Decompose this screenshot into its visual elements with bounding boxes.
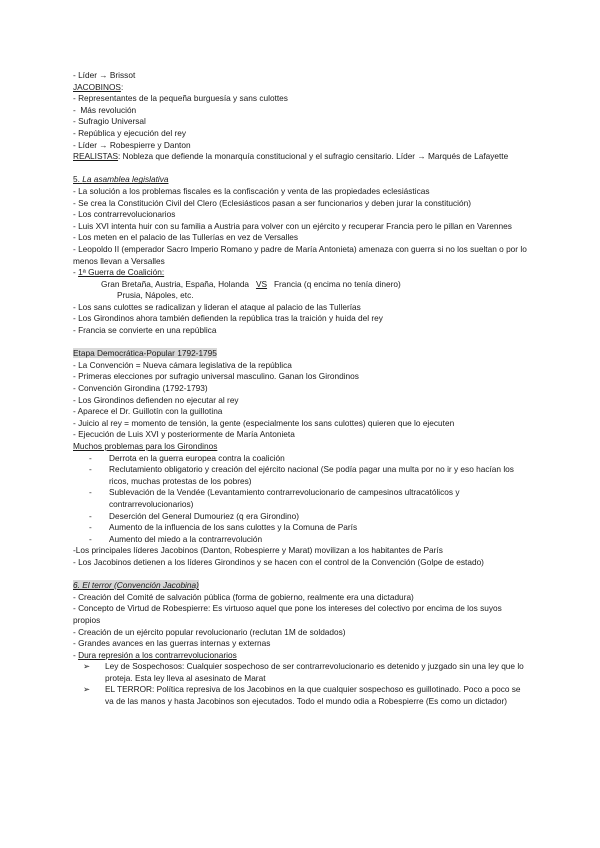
jacobinos-heading-colon: : <box>120 81 124 92</box>
list-item: - Grandes avances en las guerras internas y externas <box>73 638 271 649</box>
list-item: -Los principales líderes Jacobinos (Danton, Robespierre y Marat) movilizan a los habitantes de París <box>73 545 443 556</box>
coalicion-title: 1ª Guerra de Coalición: <box>78 267 165 278</box>
list-item: - Concepto de Virtud de Robespierre: Es virtuoso aquel que pone los intereses del colectivo por encima de los suyos propios <box>73 603 505 625</box>
list-item: - Los contrarrevolucionarios <box>73 209 176 220</box>
section6-title: 6. El terror (Convención Jacobina) <box>73 580 199 591</box>
bullet-dash: - <box>89 522 92 533</box>
list-item: - Creación del Comité de salvación pública (forma de gobierno, realmente era una dictadura) <box>73 591 414 602</box>
bullet-text: Aumento de la influencia de los sans culottes y la Comuna de París <box>109 522 358 533</box>
list-item: - Juicio al rey = momento de tensión, la gente (especialmente los sans culottes) quieren que lo ejecuten <box>73 417 455 428</box>
list-item <box>73 487 531 510</box>
arrow-bullet-icon: ➢ <box>83 661 90 672</box>
bullet-dash: - <box>89 533 92 544</box>
section5-title: La asamblea legislativa <box>82 174 169 185</box>
list-item <box>73 453 531 465</box>
list-item: - Se crea la Constitución Civil del Clero (Eclesiásticos pasan a ser funcionarios y deben jurar la constitución) <box>73 197 471 208</box>
list-item: - Los Girondinos ahora también defienden la república tras la traición y huida del rey <box>73 313 383 324</box>
section5-heading <box>73 174 531 186</box>
realistas-heading: REALISTAS <box>73 151 119 162</box>
list-item: - Representantes de la pequeña burguesía y sans culottes <box>73 93 288 104</box>
coalicion-france: Francia (q encima no tenía dinero) <box>267 278 401 289</box>
section6-heading <box>73 580 531 592</box>
coalicion-line-2: Prusia, Nápoles, etc. <box>117 290 194 301</box>
bullet-text: Aumento del miedo a la contrarrevolución <box>109 533 263 544</box>
list-item: - Primeras elecciones por sufragio universal masculino. Ganan los Girondinos <box>73 371 359 382</box>
arrow-text: EL TERROR: Política represiva de los Jacobinos en la que cualquier sospechoso es guillotinado. Poco a poco se va de las manos y hasta Jacobinos son ejecutados. Todo el mundo odia a Robespierre (Es como un dictador) <box>105 684 523 707</box>
list-item <box>73 534 531 546</box>
bullet-text: Sublevación de la Vendée (Levantamiento contrarrevolucionario de campesinos ultracatólicos y contrarrevolucionarios) <box>109 487 462 509</box>
coalicion-allies: Gran Bretaña, Austria, España, Holanda <box>101 278 256 289</box>
bullet-dash: - <box>89 452 92 463</box>
list-item: - Convención Girondina (1792-1793) <box>73 383 208 394</box>
intro-line: - Líder → Brissot <box>73 70 136 80</box>
realistas-text: : Nobleza que defiende la monarquía constitucional y el sufragio censitario. Líder → Marqués de Lafayette <box>118 151 509 162</box>
jacobinos-heading-text: JACOBINOS <box>73 81 121 92</box>
list-item: - Líder → Robespierre y Danton <box>73 139 191 150</box>
list-item: - Aparece el Dr. Guillotín con la guillotina <box>73 406 223 417</box>
bullet-dash: - <box>89 487 92 498</box>
list-item <box>73 522 531 534</box>
list-item: - La solución a los problemas fiscales es la confiscación y venta de las propiedades eclesiásticas <box>73 185 430 196</box>
arrow-bullet-icon: ➢ <box>83 684 90 695</box>
represion-heading <box>73 650 531 662</box>
list-item <box>73 464 531 487</box>
document-page <box>73 70 531 708</box>
section5-number: 5. <box>73 174 83 185</box>
etapa-title: Etapa Democrática-Popular 1792-1795 <box>73 348 217 359</box>
list-item <box>73 511 531 523</box>
etapa-heading <box>73 348 531 360</box>
problemas-heading: Muchos problemas para los Girondinos <box>73 441 218 451</box>
bullet-dash: - <box>89 510 92 521</box>
bullet-dash: - <box>89 464 92 475</box>
bullet-text: Reclutamiento obligatorio y creación del ejército nacional (Se podía pagar una multa por no ir y eso hacían los ricos, muchas protestas de los pobres) <box>109 464 517 486</box>
represion-title: Dura represión a los contrarrevolucionarios <box>78 649 237 660</box>
coalicion-vs: VS <box>255 278 268 289</box>
list-item: - República y ejecución del rey <box>73 127 186 138</box>
coalicion-prefix: - <box>73 267 79 278</box>
list-item: - Más revolución <box>73 104 137 115</box>
list-item: - Luis XVI intenta huir con su familia a Austria para volver con un ejército y recuperar Francia pero le pillan en Varennes <box>73 220 512 231</box>
coalicion-heading <box>73 267 531 279</box>
list-item <box>73 684 531 707</box>
represion-prefix: - <box>73 649 79 660</box>
list-item: - Los meten en el palacio de las Tullerías en vez de Versalles <box>73 232 299 243</box>
list-item: - Los Jacobinos detienen a los líderes Girondinos y se hacen con el control de la Convención (Golpe de estado) <box>73 556 484 567</box>
list-item: - Creación de un ejército popular revolucionario (reclutan 1M de soldados) <box>73 626 346 637</box>
list-item: - Los Girondinos defienden no ejecutar al rey <box>73 394 239 405</box>
coalicion-line-1 <box>73 279 531 291</box>
list-item: - Leopoldo II (emperador Sacro Imperio Romano y padre de María Antonieta) amenaza con guerra si no los sueltan o por lo menos llevan a Versalles <box>73 243 530 266</box>
jacobinos-heading <box>73 82 531 94</box>
list-item: - Ejecución de Luis XVI y posteriormente de María Antonieta <box>73 429 295 440</box>
list-item: - Sufragio Universal <box>73 116 146 127</box>
arrow-text: Ley de Sospechosos: Cualquier sospechoso de ser contrarrevolucionario es detenido y juzgado sin una ley que lo proteja. Esta ley lleva al asesinato de Marat <box>105 661 527 683</box>
list-item: - La Convención = Nueva cámara legislativa de la república <box>73 359 292 370</box>
list-item <box>73 661 531 684</box>
list-item: - Los sans culottes se radicalizan y lideran el ataque al palacio de las Tullerías <box>73 301 361 312</box>
list-item: - Francia se convierte en una república <box>73 325 217 336</box>
bullet-text: Derrota en la guerra europea contra la coalición <box>109 452 285 463</box>
realistas-paragraph <box>73 151 531 163</box>
bullet-text: Deserción del General Dumouriez (q era Girondino) <box>109 510 299 521</box>
